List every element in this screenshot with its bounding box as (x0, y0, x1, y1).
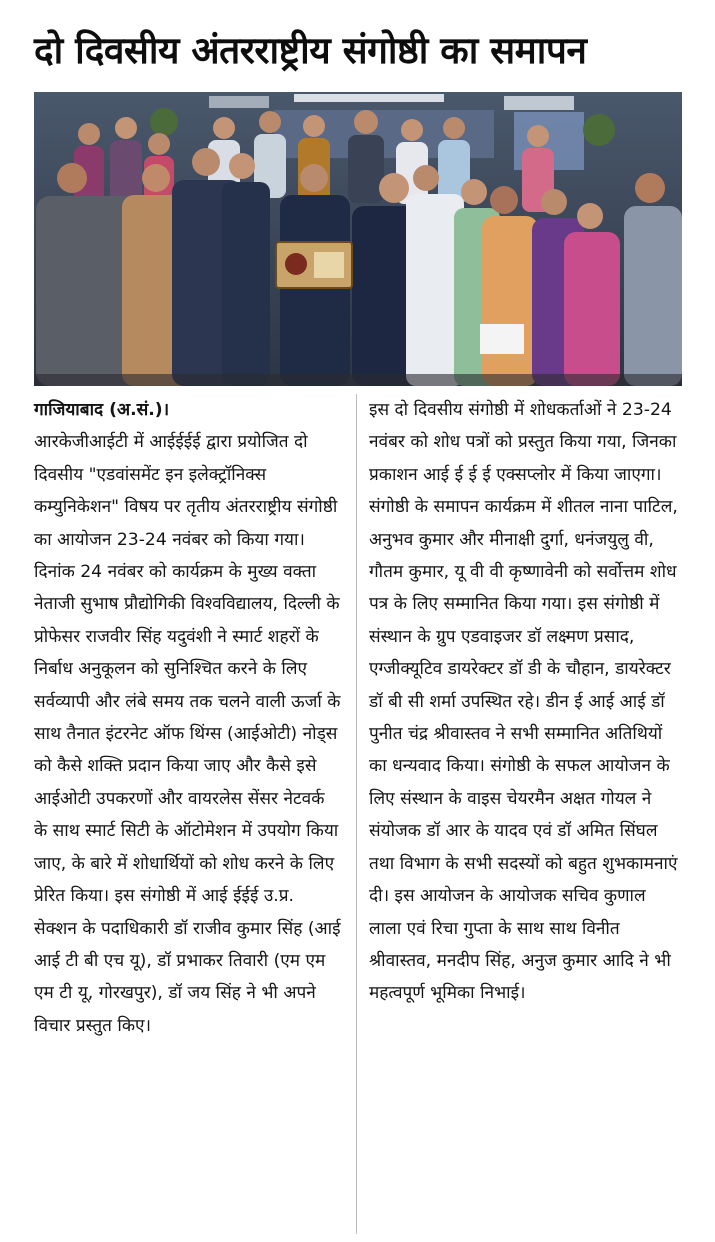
article-body-left: आरकेजीआईटी में आईईईई द्वारा प्रयोजित दो दिवसीय "एडवांसमेंट इन इलेक्ट्रॉनिक्स कम्युनिकेशन" विषय पर तृतीय अंतरराष्ट्रीय संगोष्ठी का आयोजन 23-24 नवंबर को किया गया। दिनांक 24 नवंबर को कार्यक्रम के मुख्य वक्ता नेताजी सुभाष प्रौद्योगिकी विश्वविद्यालय, दिल्ली के प्रोफेसर राजवीर सिंह यदुवंशी ने स्मार्ट शहरों के निर्बाध अनुकूलन को सुनिश्चित करने के लिए सर्वव्यापी और लंबे समय तक चलने वाली ऊर्जा के साथ तैनात इंटरनेट ऑफ थिंग्स (आईओटी) नोड्स को कैसे शक्ति प्रदान किया जाए और कैसे इसे आईओटी उपकरणों और वायरलेस सेंसर नेटवर्क के साथ स्मार्ट सिटी के ऑटोमेशन में उपयोग किया जाए, के बारे में शोधार्थियों को शोध करने के लिए प्रेरित किया। इस संगोष्ठी में आई ईईई उ.प्र. सेक्शन के पदाधिकारी डॉ राजीव कुमार सिंह (आई आई टी बी एच यू), डॉ प्रभाकर तिवारी (एम एम एम टी यू, गोरखपुर), डॉ जय सिंह ने भी अपने विचार प्रस्तुत किए। (34, 432, 341, 1036)
article-column-left (34, 394, 341, 1042)
article-body-right: इस दो दिवसीय संगोष्ठी में शोधकर्ताओं ने 23-24 नवंबर को शोध पत्रों को प्रस्तुत किया गया, जिनका प्रकाशन आई ई ई ई एक्सप्लोर में किया जाएगा। संगोष्ठी के समापन कार्यक्रम में शीतल नाना पाटिल, अनुभव कुमार और मीनाक्षी दुर्गा, धनंजयुलु वी, गौतम कुमार, यू वी वी कृष्णावेनी को सर्वोत्तम शोध पत्र के लिए सम्मानित किया गया। इस संगोष्ठी में संस्थान के ग्रुप एडवाइजर डॉ लक्ष्मण प्रसाद, एग्जीक्यूटिव डायरेक्टर डॉ डी के चौहान, डायरेक्टर डॉ बी सी शर्मा उपस्थित रहे। डीन ई आई आई डॉ पुनीत चंद्र श्रीवास्तव ने सभी सम्मानित अतिथियों का धन्यवाद किया। संगोष्ठी के सफल आयोजन के लिए संस्थान के वाइस चेयरमैन अक्षत गोयल ने संयोजक डॉ आर के यादव एवं डॉ अमित सिंघल तथा विभाग के सभी सदस्यों को बहुत शुभकामनाएं दी। इस आयोजन के आयोजक सचिव कुणाल लाला एवं रिचा गुप्ता के साथ साथ विनीत श्रीवास्तव, मनदीप सिंह, अनुज कुमार आदि ने भी महत्वपूर्ण भूमिका निभाई। (369, 400, 678, 1004)
article-dateline: गाजियाबाद (अ.सं.)। (34, 400, 170, 420)
article-headline: दो दिवसीय अंतरराष्ट्रीय संगोष्ठी का समापन (34, 29, 587, 72)
group-photo-image (34, 92, 682, 386)
column-divider (356, 394, 357, 1234)
article-column-right (369, 394, 681, 1010)
group-photo (34, 92, 682, 386)
